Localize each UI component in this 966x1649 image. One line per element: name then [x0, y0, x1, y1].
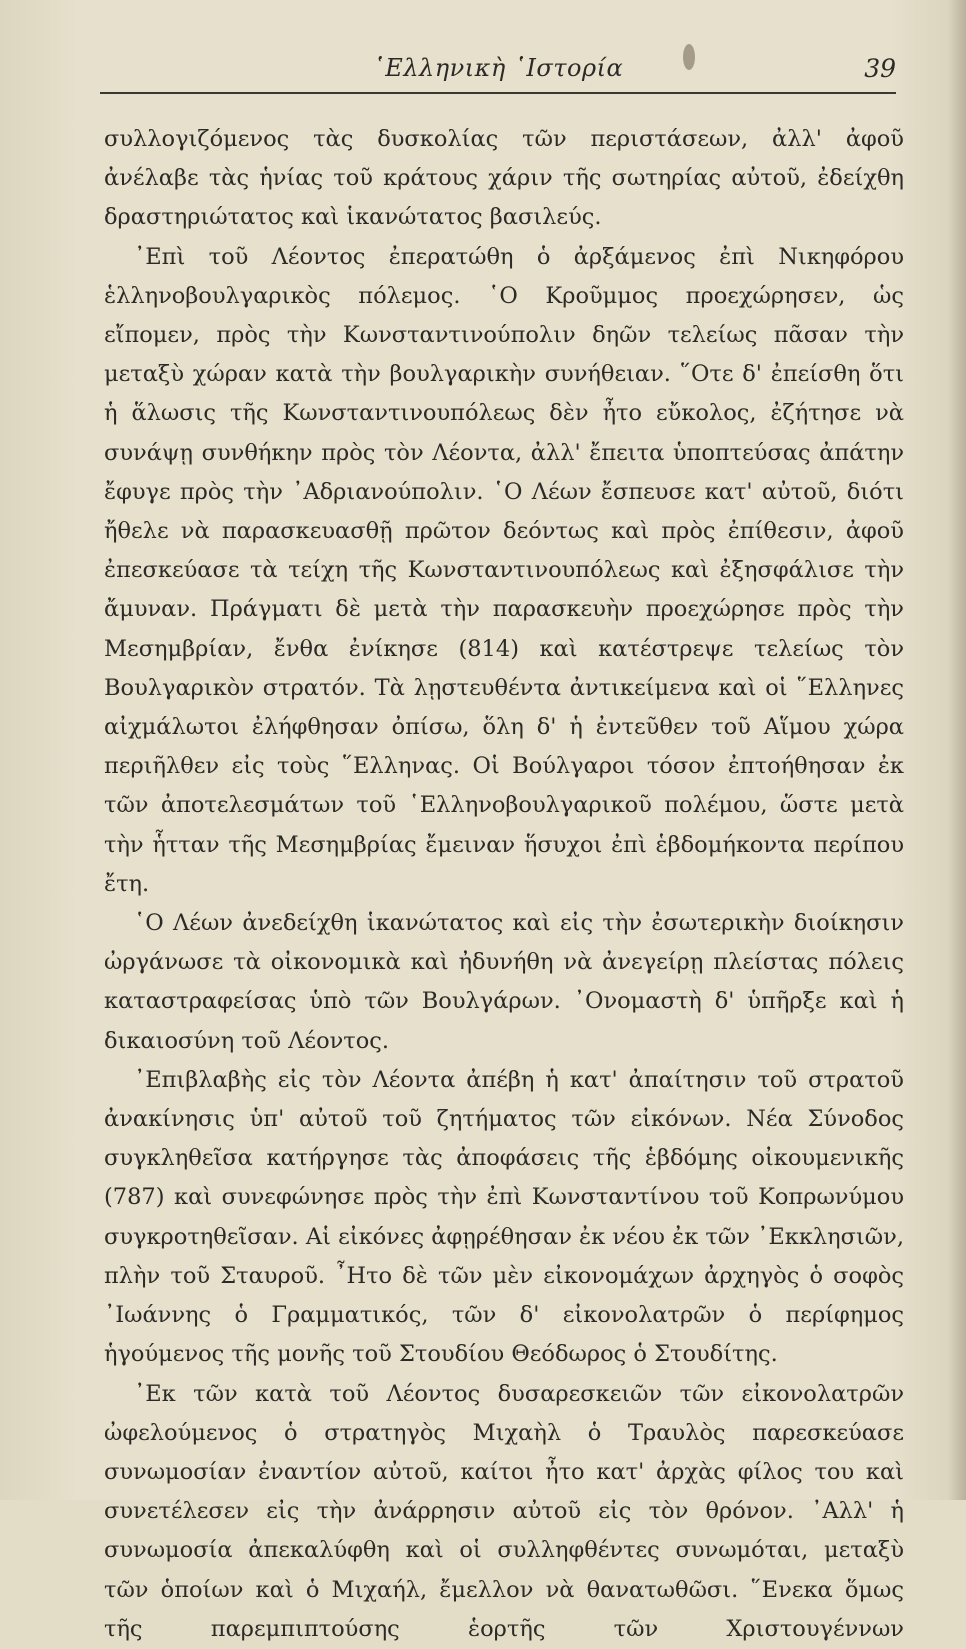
running-title: ῾Ελληνικὴ ῾Ιστορία — [372, 54, 624, 82]
page-header — [100, 44, 896, 94]
header-rule — [100, 92, 896, 94]
body-text — [104, 120, 904, 1649]
paragraph-bulgarian-war: ᾿Επὶ τοῦ Λέοντος ἐπερατώθη ὁ ἀρξάμενος ἐπὶ Νικηφόρου ἑλληνοβουλγαρικὸς πόλεμος. ῾Ο Κροῦμμος προεχώρησεν, ὡς εἴπομεν, πρὸς τὴν Κωνσταντινούπολιν δηῶν τελείως πᾶσαν τὴν μεταξὺ χώραν κατὰ τὴν βουλγαρικὴν συνήθειαν. ῞Οτε δ' ἐπείσθη ὅτι ἡ ἅλωσις τῆς Κωνσταντινουπόλεως δὲν ἦτο εὔκολος, ἐζήτησε νὰ συνάψῃ συνθήκην πρὸς τὸν Λέοντα, ἀλλ' ἔπειτα ὑποπτεύσας ἀπάτην ἔφυγε πρὸς τὴν ᾿Αδριανούπολιν. ῾Ο Λέων ἔσπευσε κατ' αὐτοῦ, διότι ἤθελε νὰ παρασκευασθῇ πρῶτον δεόντως καὶ πρὸς ἐπίθεσιν, ἀφοῦ ἐπεσκεύασε τὰ τείχη τῆς Κωνσταντινουπόλεως καὶ ἐξησφάλισε τὴν ἄμυναν. Πράγματι δὲ μετὰ τὴν παρασκευὴν προεχώρησε πρὸς τὴν Μεσημβρίαν, ἔνθα ἐνίκησε (814) καὶ κατέστρεψε τελείως τὸν Βουλγαρικὸν στρατόν. Τὰ λῃστευθέντα ἀντικείμενα καὶ οἱ ῞Ελληνες αἰχμάλωτοι ἐλήφθησαν ὀπίσω, ὅλη δ' ἡ ἐντεῦθεν τοῦ Αἵμου χώρα περιῆλθεν εἰς τοὺς ῞Ελληνας. Οἱ Βούλγαροι τόσον ἐπτοήθησαν ἐκ τῶν ἀποτελεσμάτων τοῦ ῾Ελληνοβουλγαρικοῦ πολέμου, ὥστε μετὰ τὴν ἧτταν τῆς Μεσημβρίας ἔμειναν ἥσυχοι ἐπὶ ἑβδομήκοντα περίπου ἔτη. — [104, 243, 904, 897]
paragraph-continued: συλλογιζόμενος τὰς δυσκολίας τῶν περιστάσεων, ἀλλ' ἀφοῦ ἀνέλαβε τὰς ἡνίας τοῦ κράτους χάριν τῆς σωτηρίας αὐτοῦ, ἐδείχθη δραστηριώτατος καὶ ἱκανώτατος βασιλεύς. — [104, 126, 904, 231]
paragraph-conspiracy: ᾿Εκ τῶν κατὰ τοῦ Λέοντος δυσαρεσκειῶν τῶν εἰκονολατρῶν ὠφελούμενος ὁ στρατηγὸς Μιχαὴλ ὁ Τραυλὸς παρεσκεύασε συνωμοσίαν ἐναντίον αὐτοῦ, καίτοι ἦτο κατ' ἀρχὰς φίλος του καὶ συνετέλεσεν εἰς τὴν ἀνάρρησιν αὐτοῦ εἰς τὸν θρόνον. ᾿Αλλ' ἡ συνωμοσία ἀπεκαλύφθη καὶ οἱ συλληφθέντες συνωμόται, μεταξὺ τῶν ὁποίων καὶ ὁ Μιχαήλ, ἔμελλον νὰ θανατωθῶσι. ῞Ενεκα ὅμως τῆς παρεμπιπτούσης ἑορτῆς τῶν Χριστουγέννων — [104, 1380, 904, 1642]
page-number: 39 — [864, 54, 896, 83]
paragraph-administration: ῾Ο Λέων ἀνεδείχθη ἱκανώτατος καὶ εἰς τὴν ἐσωτερικὴν διοίκησιν ὠργάνωσε τὰ οἰκονομικὰ καὶ ἠδυνήθη νὰ ἀνεγείρῃ πλείστας πόλεις καταστραφείσας ὑπὸ τῶν Βουλγάρων. ᾿Ονομαστὴ δ' ὑπῆρξε καὶ ἡ δικαιοσύνη τοῦ Λέοντος. — [104, 910, 904, 1054]
page-edge-shadow — [948, 0, 966, 1500]
paragraph-iconoclasm: ᾿Επιβλαβὴς εἰς τὸν Λέοντα ἀπέβη ἡ κατ' ἀπαίτησιν τοῦ στρατοῦ ἀνακίνησις ὑπ' αὐτοῦ τοῦ ζητήματος τῶν εἰκόνων. Νέα Σύνοδος συγκληθεῖσα κατήργησε τὰς ἀποφάσεις τῆς ἑβδόμης οἰκουμενικῆς (787) καὶ συνεφώνησε πρὸς τὴν ἐπὶ Κωνσταντίνου τοῦ Κοπρωνύμου συγκροτηθεῖσαν. Αἱ εἰκόνες ἀφῃρέθησαν ἐκ νέου ἐκ τῶν ᾿Εκκλησιῶν, πλὴν τοῦ Σταυροῦ. ῏Ητο δὲ τῶν μὲν εἰκονομάχων ἀρχηγὸς ὁ σοφὸς ᾿Ιωάννης ὁ Γραμματικός, τῶν δ' εἰκονολατρῶν ὁ περίφημος ἡγούμενος τῆς μονῆς τοῦ Στουδίου Θεόδωρος ὁ Στουδίτης. — [104, 1066, 904, 1368]
ink-blot-mark — [683, 44, 695, 70]
